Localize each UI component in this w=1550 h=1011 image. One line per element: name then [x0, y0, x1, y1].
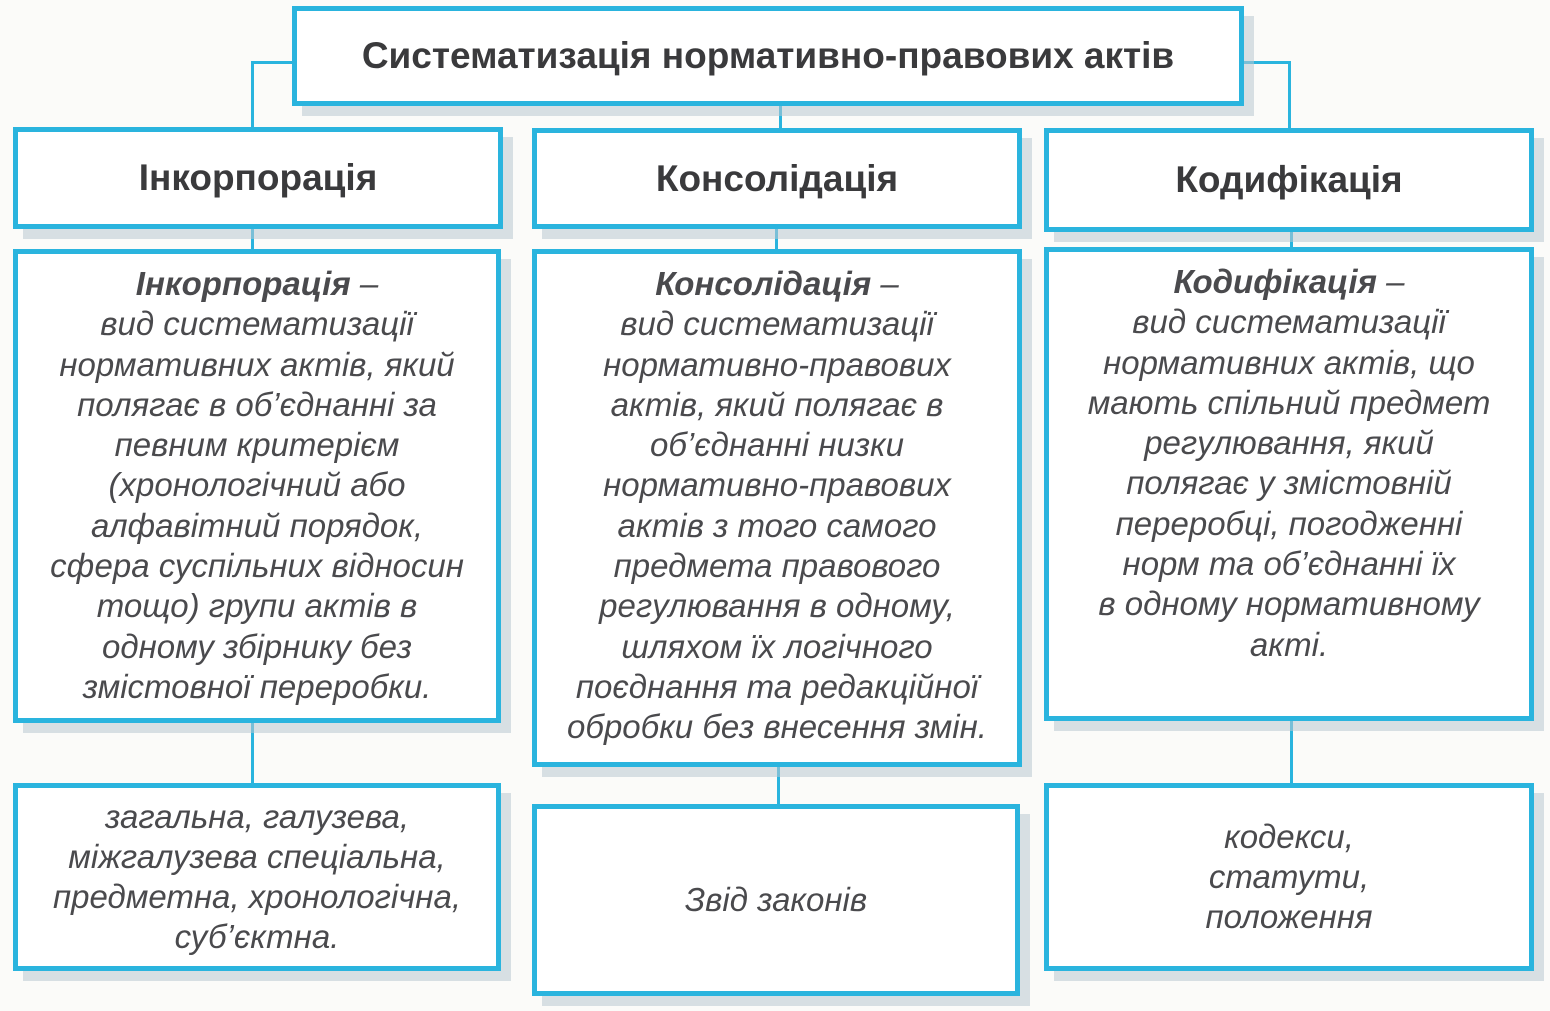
incorporation-term: Інкорпорація — [135, 265, 351, 302]
codification-term: Кодифікація — [1173, 263, 1377, 300]
kind-line: статути, — [1208, 858, 1370, 895]
root-node — [292, 6, 1244, 106]
kind-line: міжгалузева спеціальна, — [68, 838, 446, 875]
connector-col2-def-kind — [777, 765, 780, 805]
definition-line: певним критерієм — [114, 426, 400, 464]
definition-line: нормативно-правових — [603, 466, 951, 504]
codification-node — [1044, 128, 1534, 232]
consolidation-term: Консолідація — [655, 265, 872, 302]
definition-line: актів, який полягає в — [610, 385, 944, 423]
definition-line: змістовної переробки. — [82, 667, 432, 705]
definition-line: вид систематизації — [100, 305, 414, 343]
definition-line: об’єднанні низки — [650, 426, 904, 464]
consolidation-dash: – — [871, 265, 899, 302]
definition-line: норм та об’єднанні їх — [1122, 545, 1456, 583]
kind-line: кодекси, — [1224, 818, 1354, 855]
incorporation-title: Інкорпорація — [138, 157, 378, 198]
definition-line: сфера суспільних відносин — [50, 547, 464, 585]
definition-line: полягає в об’єднанні за — [77, 385, 437, 423]
definition-line: предмета правового — [613, 547, 941, 585]
definition-line: нормативно-правових — [603, 345, 951, 383]
definition-line: (хронологічний або — [108, 466, 406, 504]
connector-col3-def-kind — [1290, 720, 1293, 784]
definition-line: обробки без внесення змін. — [567, 708, 987, 746]
connector-root-left-v — [251, 61, 254, 128]
kind-line: положення — [1205, 898, 1373, 935]
connector-root-left-h — [252, 61, 294, 64]
codification-definition — [1044, 247, 1534, 721]
definition-line: в одному нормативному — [1098, 585, 1480, 623]
consolidation-node — [532, 128, 1022, 229]
kind-line: предметна, хронологічна, — [52, 878, 461, 915]
incorporation-definition-heading — [136, 264, 378, 304]
definition-line: шляхом їх логічного — [621, 627, 933, 665]
definition-line: переробці, погодженні — [1115, 504, 1463, 542]
incorporation-definition — [13, 249, 501, 723]
connector-root-right-h — [1242, 61, 1290, 64]
definition-line: акті. — [1249, 625, 1329, 663]
definition-line: вид систематизації — [1132, 303, 1446, 341]
incorporation-node — [13, 127, 503, 229]
definition-line: тощо) групи актів в — [96, 587, 418, 625]
definition-line: поєднання та редакційної — [575, 667, 979, 705]
consolidation-definition — [532, 249, 1022, 767]
incorporation-dash: – — [350, 265, 379, 302]
connector-col1-def-kind — [251, 722, 254, 785]
definition-line: вид систематизації — [620, 305, 934, 343]
connector-root-right-v — [1288, 61, 1291, 129]
consolidation-title: Консолідація — [655, 157, 899, 199]
definition-line: регулювання, який — [1144, 424, 1434, 462]
definition-line: одному збірнику без — [102, 627, 412, 665]
root-label: Систематизація нормативно-правових актів — [361, 35, 1175, 76]
connector-col3-head-def — [1290, 230, 1293, 248]
connector-col2-head-def — [775, 228, 778, 251]
definition-line: актів з того самого — [617, 506, 937, 544]
kind-line: Звід законів — [684, 881, 868, 918]
definition-line: мають спільний предмет — [1087, 383, 1491, 421]
incorporation-kinds — [13, 783, 501, 971]
kind-line: суб’єктна. — [174, 918, 340, 955]
definition-line: алфавітний порядок, — [90, 506, 424, 544]
consolidation-kinds — [532, 804, 1020, 996]
definition-line: полягає у змістовній — [1126, 464, 1452, 502]
codification-title: Кодифікація — [1175, 159, 1403, 200]
connector-col1-head-def — [251, 228, 254, 251]
definition-line: нормативних актів, що — [1103, 343, 1475, 381]
codification-definition-heading — [1173, 262, 1404, 302]
kind-line: загальна, галузева, — [105, 798, 409, 835]
consolidation-definition-heading — [655, 264, 899, 304]
codification-kinds — [1044, 783, 1534, 971]
definition-line: нормативних актів, який — [59, 345, 455, 383]
definition-line: регулювання в одному, — [599, 587, 955, 625]
codification-dash: – — [1376, 263, 1405, 300]
